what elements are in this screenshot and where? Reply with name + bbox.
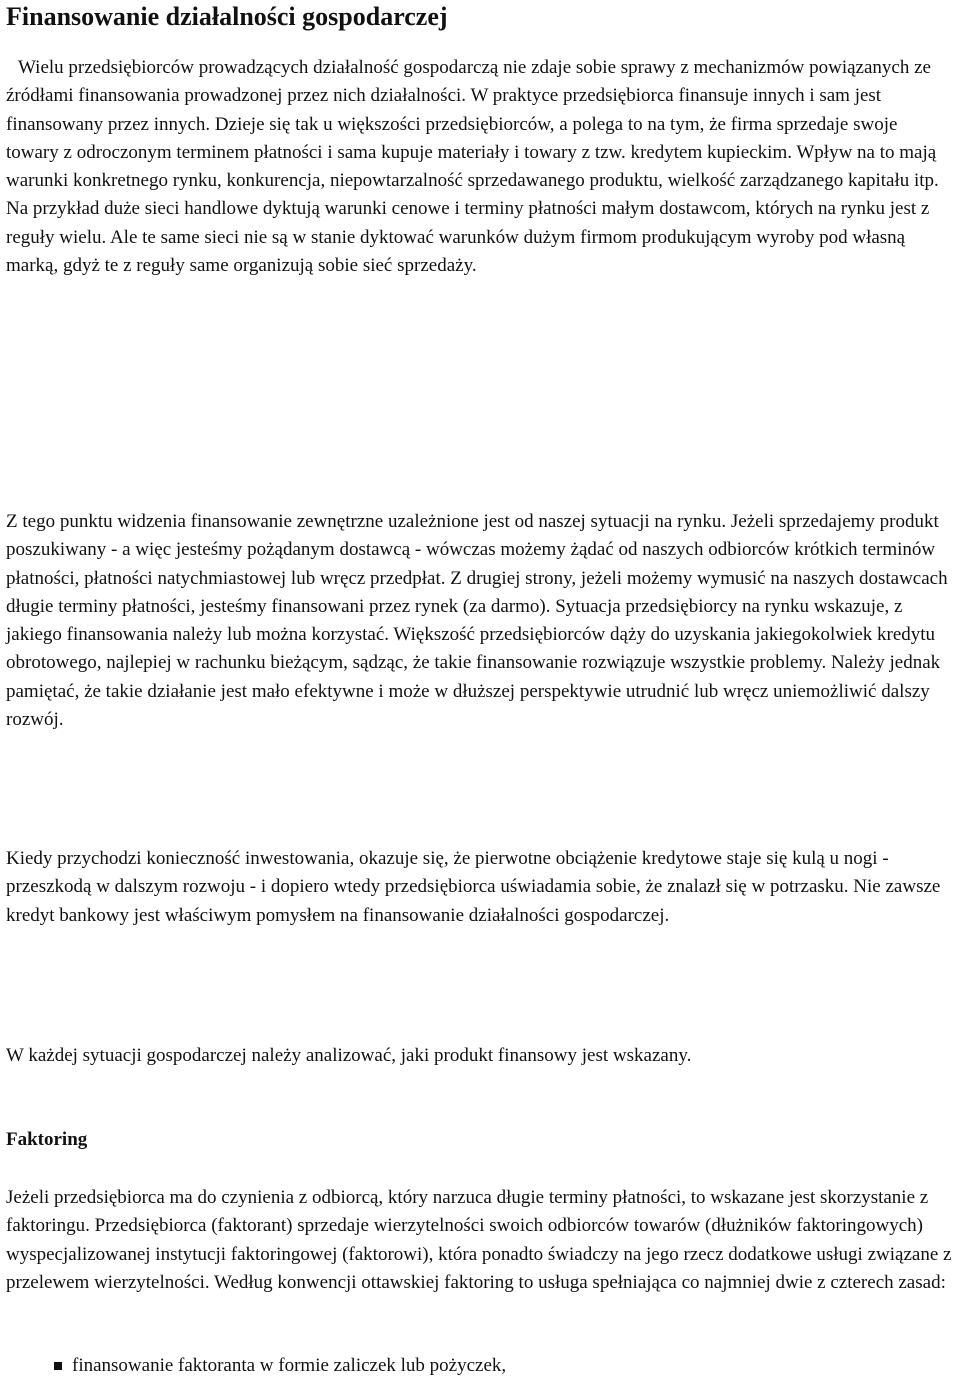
paragraph-factoring: Jeżeli przedsiębiorca ma do czynienia z odbiorcą, który narzuca długie terminy płatności, to wskazane jest skorzystanie z faktoringu. Przedsiębiorca (faktorant) sprzedaje wierzytelności swoich odbiorców towarów (dłużników faktoringowych) wyspecjalizowanej instytucji faktoringowej (faktorowi), która ponadto świadczy na jego rzecz dodatkowe usługi związane z przelewem wierzytelności. Według konwencji ottawskiej faktoring to usługa spełniająca co najmniej dwie z czterech zasad: (6, 1187, 952, 1293)
paragraph-market-position: Z tego punktu widzenia finansowanie zewnętrzne uzależnione jest od naszej sytuacji na rynku. Jeżeli sprzedajemy produkt poszukiwany - a więc jesteśmy pożądanym dostawcą - wówczas możemy żądać od naszych odbiorców krótkich terminów płatności, płatności natychmiastowej lub wręcz przedpłat. Z drugiej strony, jeżeli możemy wymusić na naszych dostawcach długie terminy płatności, jesteśmy finansowani przez rynek (za darmo). Sytuacja przedsiębiorcy na rynku wskazuje, z jakiego finansowania należy lub można korzystać. Większość przedsiębiorców dąży do uzyskania jakiegokolwiek kredytu obrotowego, najlepiej w rachunku bieżącym, sądząc, że takie finansowanie rozwiązuje wszystkie problemy. Należy jednak pamiętać, że takie działanie jest mało efektywne i może w dłuższej perspektywie utrudnić lub wręcz uniemożliwić dalszy rozwój. (6, 511, 948, 731)
section-heading-factoring: Faktoring (6, 1129, 88, 1150)
list-item-text: finansowanie faktoranta w formie zaliczek lub pożyczek, (72, 1355, 507, 1376)
factoring-rules-list (6, 1352, 506, 1380)
square-bullet-icon (54, 1362, 62, 1370)
list-item (6, 1352, 506, 1380)
paragraph-analysis: W każdej sytuacji gospodarczej należy analizować, jaki produkt finansowy jest wskazany. (6, 1045, 692, 1066)
paragraph-investment: Kiedy przychodzi konieczność inwestowania, okazuje się, że pierwotne obciążenie kredytowe staje się kulą u nogi - przeszkodą w dalszym rozwoju - i dopiero wtedy przedsiębiorca uświadamia sobie, że znalazł się w potrzasku. Nie zawsze kredyt bankowy jest właściwym pomysłem na finansowanie działalności gospodarczej. (6, 848, 941, 926)
paragraph-intro: Wielu przedsiębiorców prowadzących działalność gospodarczą nie zdaje sobie sprawy z mechanizmów powiązanych ze źródłami finansowania prowadzonej przez nich działalności. W praktyce przedsiębiorca finansuje innych i sam jest finansowany przez innych. Dzieje się tak u większości przedsiębiorców, a polega to na tym, że firma sprzedaje swoje towary z odroczonym terminem płatności i sama kupuje materiały i towary z tzw. kredytem kupieckim. Wpływ na to mają warunki konkretnego rynku, konkurencja, niepowtarzalność sprzedawanego produktu, wielkość zarządzanego kapitału itp. Na przykład duże sieci handlowe dyktują warunki cenowe i terminy płatności małym dostawcom, których na rynku jest z reguły wielu. Ale te same sieci nie są w stanie dyktować warunków dużym firmom produkującym wyroby pod własną marką, gdyż te z reguły same organizują sobie sieć sprzedaży. (6, 57, 939, 277)
document-title: Finansowanie działalności gospodarczej (6, 2, 448, 31)
document-page (6, 0, 954, 1376)
